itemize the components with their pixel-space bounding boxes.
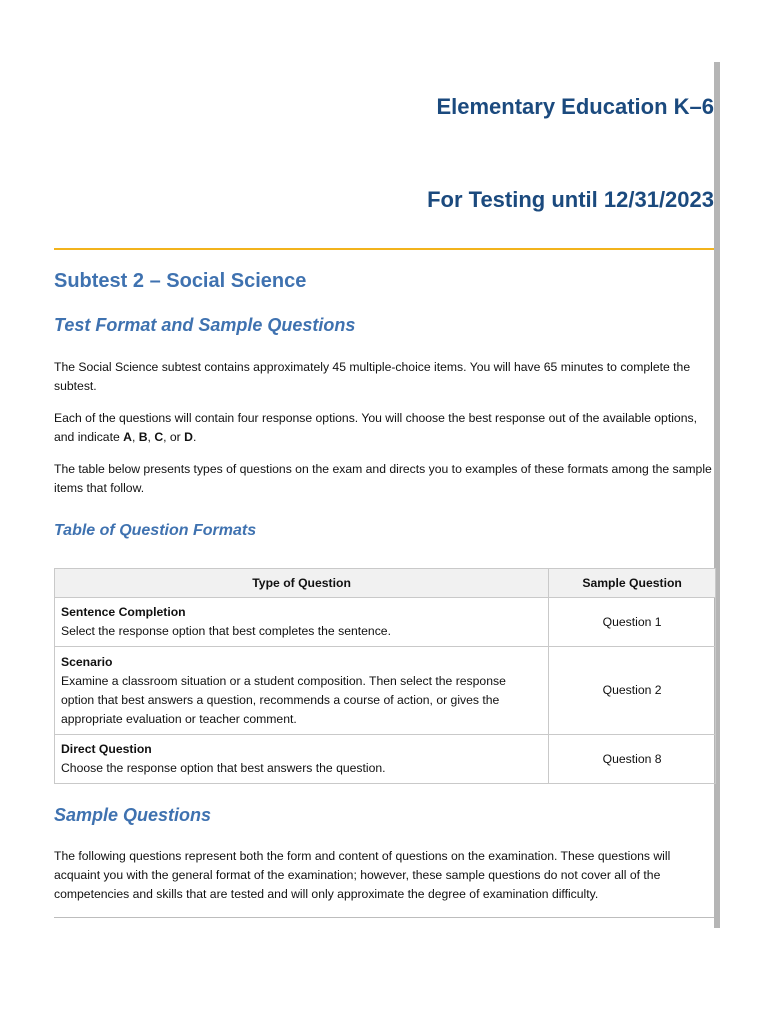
para2-sep-2: ,	[147, 430, 155, 444]
question-formats-table	[54, 568, 716, 784]
sample-questions-heading: Sample Questions	[54, 805, 212, 825]
para2-sep-1: ,	[131, 430, 139, 444]
format-description: Select the response option that best completes the sentence.	[61, 624, 391, 638]
option-d: D	[184, 430, 193, 444]
format-name: Direct Question	[61, 742, 152, 756]
test-format-paragraph-3: The table below presents types of questions on the exam and directs you to examples of these formats among the sample items that follow.	[54, 462, 712, 495]
table-row	[55, 735, 716, 784]
format-name: Sentence Completion	[61, 605, 186, 619]
table-row	[55, 598, 716, 647]
format-cell	[55, 598, 549, 647]
format-cell	[55, 735, 549, 784]
sample-questions-paragraph: The following questions represent both the form and content of questions on the examination. These questions will acquaint you with the general format of the examination; however, these sample questions do not cover all of the competencies and skills that are tested and will only approximate the degree of examination difficulty.	[54, 849, 671, 901]
test-format-paragraph-1: The Social Science subtest contains approximately 45 multiple-choice items. You will have 65 minutes to complete the subtest.	[54, 360, 691, 393]
option-c: C	[154, 430, 164, 444]
testing-date-subtitle: For Testing until 12/31/2023	[427, 187, 714, 212]
test-format-paragraph-2	[54, 409, 716, 447]
format-cell	[55, 647, 549, 735]
option-b: B	[138, 430, 148, 444]
sample-question-cell: Question 2	[549, 647, 716, 735]
gray-divider	[54, 917, 714, 918]
format-description: Examine a classroom situation or a student composition. Then select the response option that best answers a question, recommends a course of action, or gives the appropriate evaluation or teacher comment.	[61, 673, 506, 726]
document-title: Elementary Education K–6	[436, 94, 714, 119]
column-header-type: Type of Question	[55, 569, 549, 598]
column-header-sample: Sample Question	[549, 569, 716, 598]
sample-question-cell: Question 8	[549, 735, 716, 784]
test-format-heading: Test Format and Sample Questions	[54, 315, 356, 335]
format-description: Choose the response option that best answers the question.	[61, 761, 386, 775]
para2-text: Each of the questions will contain four response options. You will choose the best response out of the available options, and indicate	[54, 411, 697, 444]
para2-sep-3: , or	[163, 430, 185, 444]
question-formats-heading: Table of Question Formats	[54, 522, 257, 539]
format-name: Scenario	[61, 654, 113, 669]
table-header-row	[55, 569, 716, 598]
gold-divider	[54, 248, 714, 250]
para2-end: .	[192, 430, 197, 444]
subtest-title: Subtest 2 – Social Science	[54, 270, 307, 292]
table-row	[55, 647, 716, 735]
option-a: A	[123, 430, 132, 444]
sample-question-cell: Question 1	[549, 598, 716, 647]
